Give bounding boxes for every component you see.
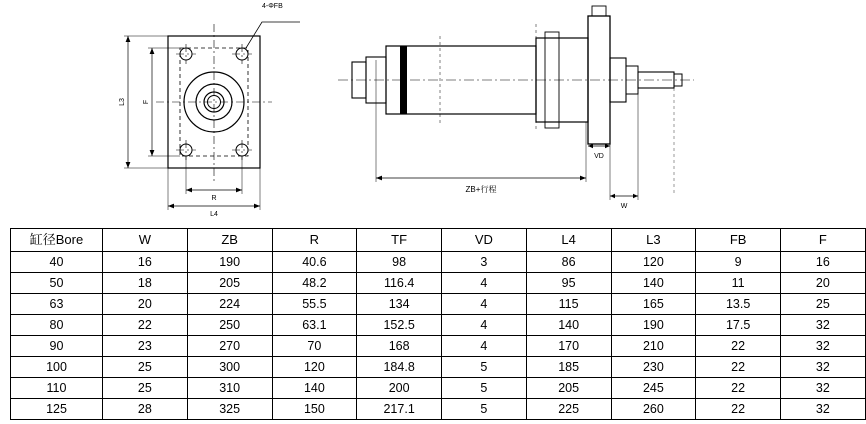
table-cell: 140 <box>611 273 696 294</box>
table-cell: 140 <box>272 378 357 399</box>
table-cell: 120 <box>611 252 696 273</box>
dim-label-r: R <box>211 195 217 202</box>
spec-table-container <box>10 228 830 420</box>
dim-label-vd: VD <box>594 153 604 160</box>
table-cell: 205 <box>187 273 272 294</box>
table-cell: 63.1 <box>272 315 357 336</box>
table-cell: 150 <box>272 399 357 420</box>
table-cell: 95 <box>526 273 611 294</box>
table-cell: 245 <box>611 378 696 399</box>
table-cell: 217.1 <box>357 399 442 420</box>
table-cell: 22 <box>696 378 781 399</box>
table-cell: 184.8 <box>357 357 442 378</box>
table-cell: 9 <box>696 252 781 273</box>
table-cell: 100 <box>11 357 103 378</box>
table-cell: 13.5 <box>696 294 781 315</box>
table-cell: 270 <box>187 336 272 357</box>
table-cell: 205 <box>526 378 611 399</box>
table-cell: 11 <box>696 273 781 294</box>
table-cell: 40.6 <box>272 252 357 273</box>
table-header-cell: R <box>272 229 357 252</box>
table-cell: 310 <box>187 378 272 399</box>
table-cell: 4 <box>442 336 527 357</box>
table-cell: 230 <box>611 357 696 378</box>
table-cell: 23 <box>103 336 188 357</box>
table-row <box>11 252 866 273</box>
dim-label-f: F <box>143 99 150 105</box>
table-row <box>11 399 866 420</box>
table-cell: 40 <box>11 252 103 273</box>
table-cell: 20 <box>781 273 866 294</box>
table-header-cell: L4 <box>526 229 611 252</box>
table-header-cell: FB <box>696 229 781 252</box>
table-cell: 185 <box>526 357 611 378</box>
table-cell: 4 <box>442 315 527 336</box>
table-cell: 3 <box>442 252 527 273</box>
table-header-cell: L3 <box>611 229 696 252</box>
table-cell: 168 <box>357 336 442 357</box>
table-cell: 18 <box>103 273 188 294</box>
dim-label-zb-stroke: ZB+行程 <box>465 185 497 194</box>
table-cell: 16 <box>781 252 866 273</box>
table-cell: 225 <box>526 399 611 420</box>
table-cell: 20 <box>103 294 188 315</box>
table-cell: 25 <box>781 294 866 315</box>
dim-label-l4: L4 <box>210 211 218 218</box>
table-cell: 250 <box>187 315 272 336</box>
table-cell: 140 <box>526 315 611 336</box>
table-cell: 32 <box>781 399 866 420</box>
table-cell: 22 <box>103 315 188 336</box>
table-header-cell: F <box>781 229 866 252</box>
table-cell: 63 <box>11 294 103 315</box>
table-cell: 32 <box>781 336 866 357</box>
dim-label-w: W <box>620 203 628 210</box>
table-cell: 25 <box>103 357 188 378</box>
table-cell: 90 <box>11 336 103 357</box>
table-cell: 86 <box>526 252 611 273</box>
table-cell: 110 <box>11 378 103 399</box>
table-cell: 4 <box>442 294 527 315</box>
table-row <box>11 315 866 336</box>
table-cell: 22 <box>696 399 781 420</box>
table-cell: 22 <box>696 357 781 378</box>
table-header-cell: ZB <box>187 229 272 252</box>
table-row <box>11 294 866 315</box>
table-cell: 120 <box>272 357 357 378</box>
table-cell: 115 <box>526 294 611 315</box>
table-cell: 22 <box>696 336 781 357</box>
table-cell: 152.5 <box>357 315 442 336</box>
table-cell: 32 <box>781 315 866 336</box>
table-row <box>11 336 866 357</box>
bore-dimension-table <box>10 228 866 420</box>
table-header-row <box>11 229 866 252</box>
table-cell: 134 <box>357 294 442 315</box>
table-cell: 5 <box>442 378 527 399</box>
table-cell: 210 <box>611 336 696 357</box>
table-cell: 55.5 <box>272 294 357 315</box>
table-cell: 325 <box>187 399 272 420</box>
dim-label-l3: L3 <box>119 98 126 106</box>
table-cell: 70 <box>272 336 357 357</box>
table-header-cell: 缸径Bore <box>11 229 103 252</box>
table-header-cell: VD <box>442 229 527 252</box>
callout-4-phi-fb: 4-ΦFB <box>262 3 283 10</box>
table-row <box>11 378 866 399</box>
table-row <box>11 357 866 378</box>
table-cell: 98 <box>357 252 442 273</box>
table-cell: 190 <box>187 252 272 273</box>
table-cell: 224 <box>187 294 272 315</box>
table-cell: 28 <box>103 399 188 420</box>
table-cell: 190 <box>611 315 696 336</box>
table-cell: 17.5 <box>696 315 781 336</box>
table-cell: 25 <box>103 378 188 399</box>
table-cell: 80 <box>11 315 103 336</box>
table-cell: 32 <box>781 357 866 378</box>
table-cell: 16 <box>103 252 188 273</box>
table-cell: 5 <box>442 399 527 420</box>
table-cell: 5 <box>442 357 527 378</box>
table-row <box>11 273 866 294</box>
table-cell: 200 <box>357 378 442 399</box>
table-cell: 170 <box>526 336 611 357</box>
table-cell: 116.4 <box>357 273 442 294</box>
table-cell: 260 <box>611 399 696 420</box>
table-cell: 32 <box>781 378 866 399</box>
technical-drawing <box>0 0 790 224</box>
table-cell: 125 <box>11 399 103 420</box>
table-cell: 165 <box>611 294 696 315</box>
table-cell: 48.2 <box>272 273 357 294</box>
table-header-cell: W <box>103 229 188 252</box>
table-cell: 300 <box>187 357 272 378</box>
table-cell: 4 <box>442 273 527 294</box>
table-header-cell: TF <box>357 229 442 252</box>
table-cell: 50 <box>11 273 103 294</box>
